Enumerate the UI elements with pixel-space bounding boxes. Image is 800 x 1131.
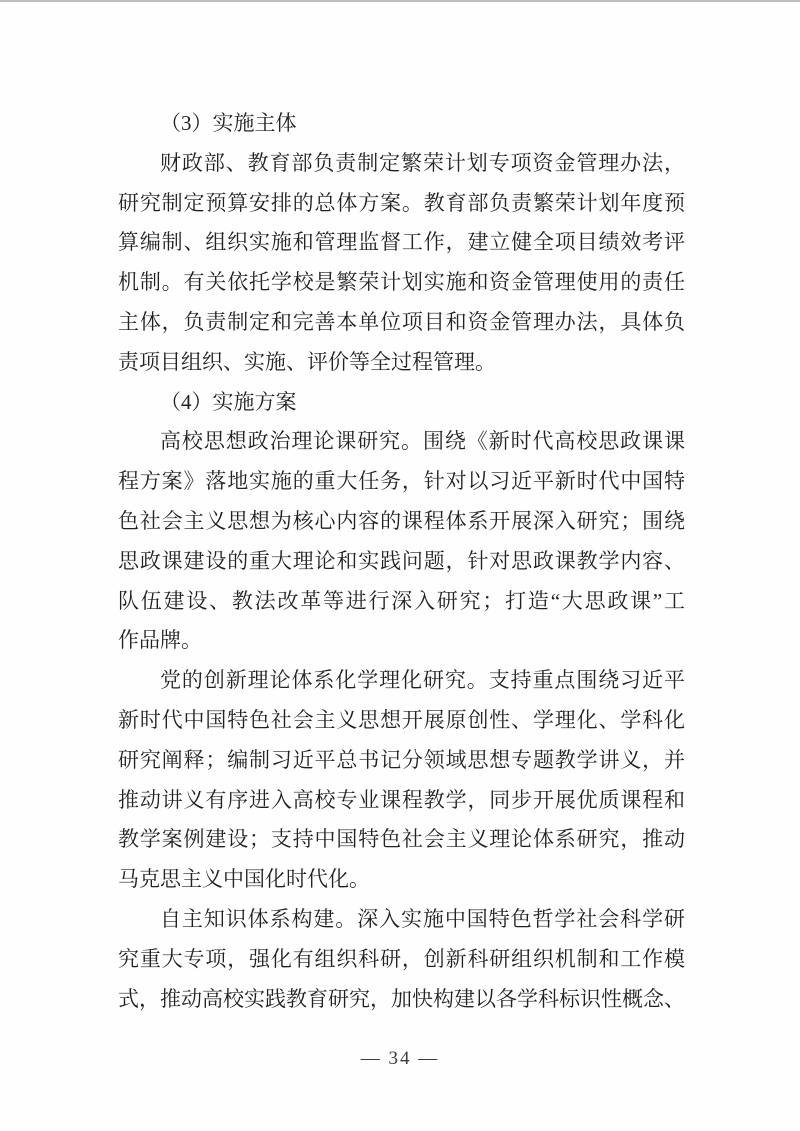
text-line: 究重大专项，强化有组织科研，创新科研组织机制和工作模 [118, 946, 685, 971]
text-line: 财政部、教育部负责制定繁荣计划专项资金管理办法， [160, 150, 685, 175]
text-line: 研究阐释；编制习近平总书记分领域思想专题教学讲义，并 [118, 747, 685, 772]
text-line: 机制。有关依托学校是繁荣计划实施和资金管理使用的责任 [118, 270, 685, 295]
section-heading: （4）实施方案 [160, 389, 297, 414]
text-line: 色社会主义思想为核心内容的课程体系开展深入研究；围绕 [118, 508, 685, 533]
text-line: 推动讲义有序进入高校专业课程教学，同步开展优质课程和 [118, 787, 685, 812]
text-line: 新时代中国特色社会主义思想开展原创性、学理化、学科化 [118, 707, 685, 732]
text-line: 研究制定预算安排的总体方案。教育部负责繁荣计划年度预 [118, 190, 685, 215]
text-line: 式，推动高校实践教育研究，加快构建以各学科标识性概念、 [118, 986, 685, 1011]
text-line: 党的创新理论体系化学理化研究。支持重点围绕习近平 [160, 668, 685, 693]
text-line: 马克思主义中国化时代化。 [118, 867, 370, 892]
scan-artifact-line [0, 0, 800, 2]
section-heading: （3）实施主体 [160, 111, 297, 135]
text-line: 教学案例建设；支持中国特色社会主义理论体系研究，推动 [118, 827, 685, 852]
text-line: 作品牌。 [118, 628, 202, 653]
text-line: 队伍建设、教法改革等进行深入研究；打造“大思政课”工 [118, 588, 685, 613]
text-line: 程方案》落地实施的重大任务，针对以习近平新时代中国特 [118, 469, 685, 494]
text-line: 高校思想政治理论课研究。围绕《新时代高校思政课课 [160, 429, 685, 454]
text-line: 自主知识体系构建。深入实施中国特色哲学社会科学研 [160, 906, 685, 931]
text-line: 主体，负责制定和完善本单位项目和资金管理办法，具体负 [118, 309, 685, 334]
text-line: 思政课建设的重大理论和实践问题，针对思政课教学内容、 [118, 548, 685, 573]
text-line: 算编制、组织实施和管理监督工作，建立健全项目绩效考评 [118, 230, 685, 255]
page-number: — 34 — [360, 1048, 440, 1069]
document-body [118, 104, 685, 1019]
text-line: 责项目组织、实施、评价等全过程管理。 [118, 349, 496, 374]
